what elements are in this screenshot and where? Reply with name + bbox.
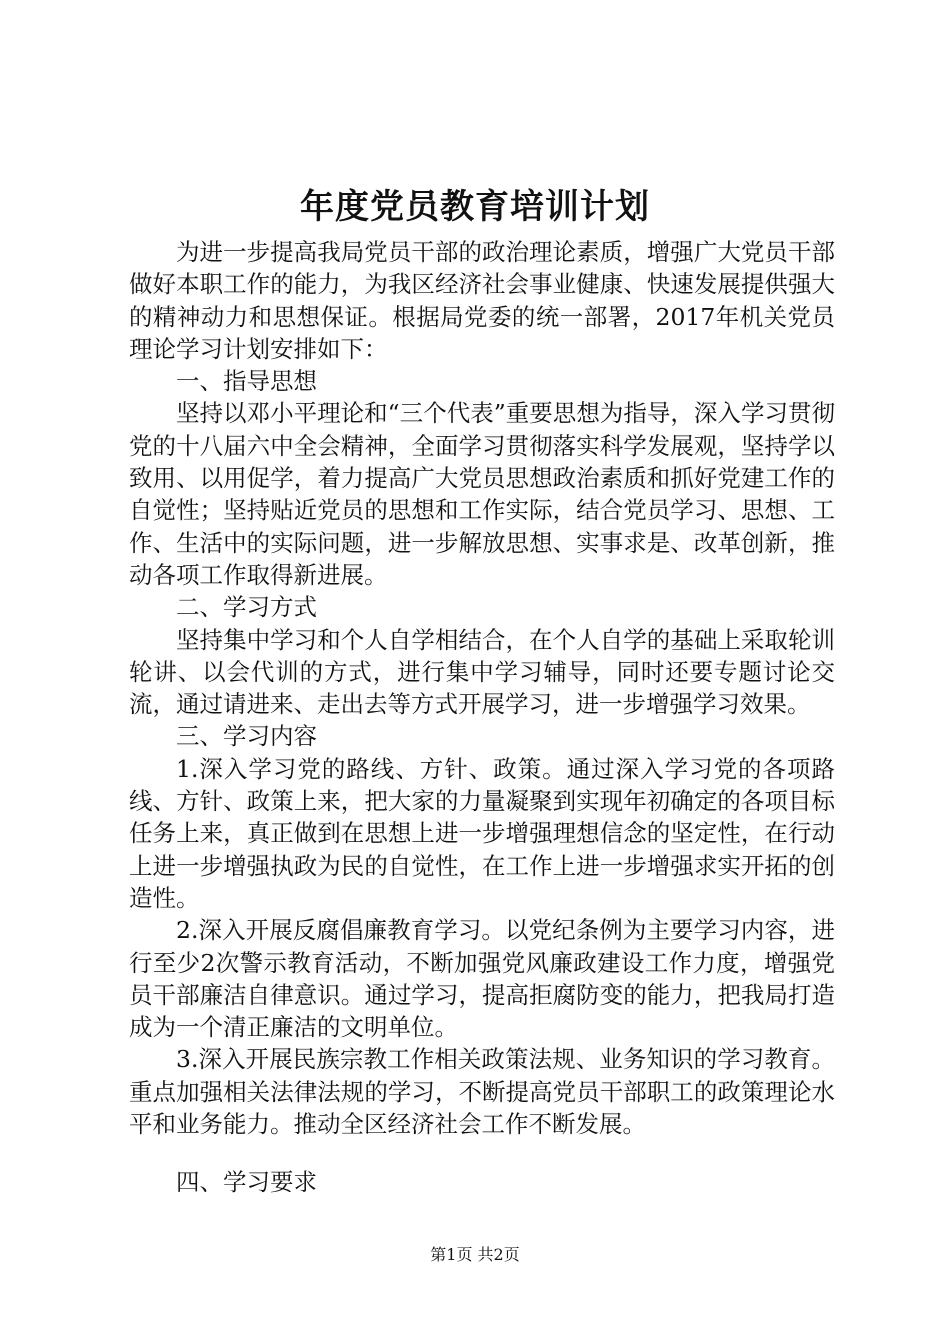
study-content-item-1: 1.深入学习党的路线、方针、政策。通过深入学习党的各项路线、方针、政策上来，把大家的力量凝聚到实现年初确定的各项目标任务上来，真正做到在思想上进一步增强理想信念的坚定性，在行动上进一步增强执政为民的自觉性，在工作上进一步增强求实开拓的创造性。 [129, 754, 835, 912]
study-method-paragraph: 坚持集中学习和个人自学相结合，在个人自学的基础上采取轮训轮讲、以会代训的方式，进行集中学习辅导，同时还要专题讨论交流，通过请进来、走出去等方式开展学习，进一步增强学习效果。 [129, 625, 835, 719]
guiding-ideology-paragraph: 坚持以邓小平理论和“三个代表”重要思想为指导，深入学习贯彻党的十八届六中全会精神，全面学习贯彻落实科学发展观，坚持学以致用、以用促学，着力提高广大党员思想政治素质和抓好党建工作的自觉性；坚持贴近党员的思想和工作实际，结合党员学习、思想、工作、生活中的实际问题，进一步解放思想、实事求是、改革创新，推动各项工作取得新进展。 [129, 399, 835, 589]
study-content-item-2: 2.深入开展反腐倡廉教育学习。以党纪条例为主要学习内容，进行至少2次警示教育活动，不断加强党风廉政建设工作力度，增强党员干部廉洁自律意识。通过学习，提高拒腐防变的能力，把我局打造成为一个清正廉洁的文明单位。 [129, 916, 835, 1042]
document-title: 年度党员教育培训计划 [300, 187, 650, 227]
section-heading-study-content: 三、学习内容 [176, 722, 317, 751]
study-content-item-3: 3.深入开展民族宗教工作相关政策法规、业务知识的学习教育。重点加强相关法律法规的学习，不断提高党员干部职工的政策理论水平和业务能力。推动全区经济社会工作不断发展。 [129, 1045, 835, 1139]
section-heading-guiding-ideology: 一、指导思想 [176, 367, 317, 396]
document-body [129, 236, 835, 1199]
section-heading-study-requirements: 四、学习要求 [176, 1168, 317, 1197]
page-indicator: 第1页 共2页 [430, 1245, 520, 1264]
intro-paragraph: 为进一步提高我局党员干部的政治理论素质，增强广大党员干部做好本职工作的能力，为我区经济社会事业健康、快速发展提供强大的精神动力和思想保证。根据局党委的统一部署，2017年机关党员理论学习计划安排如下： [129, 238, 835, 363]
section-heading-study-method: 二、学习方式 [176, 593, 317, 622]
